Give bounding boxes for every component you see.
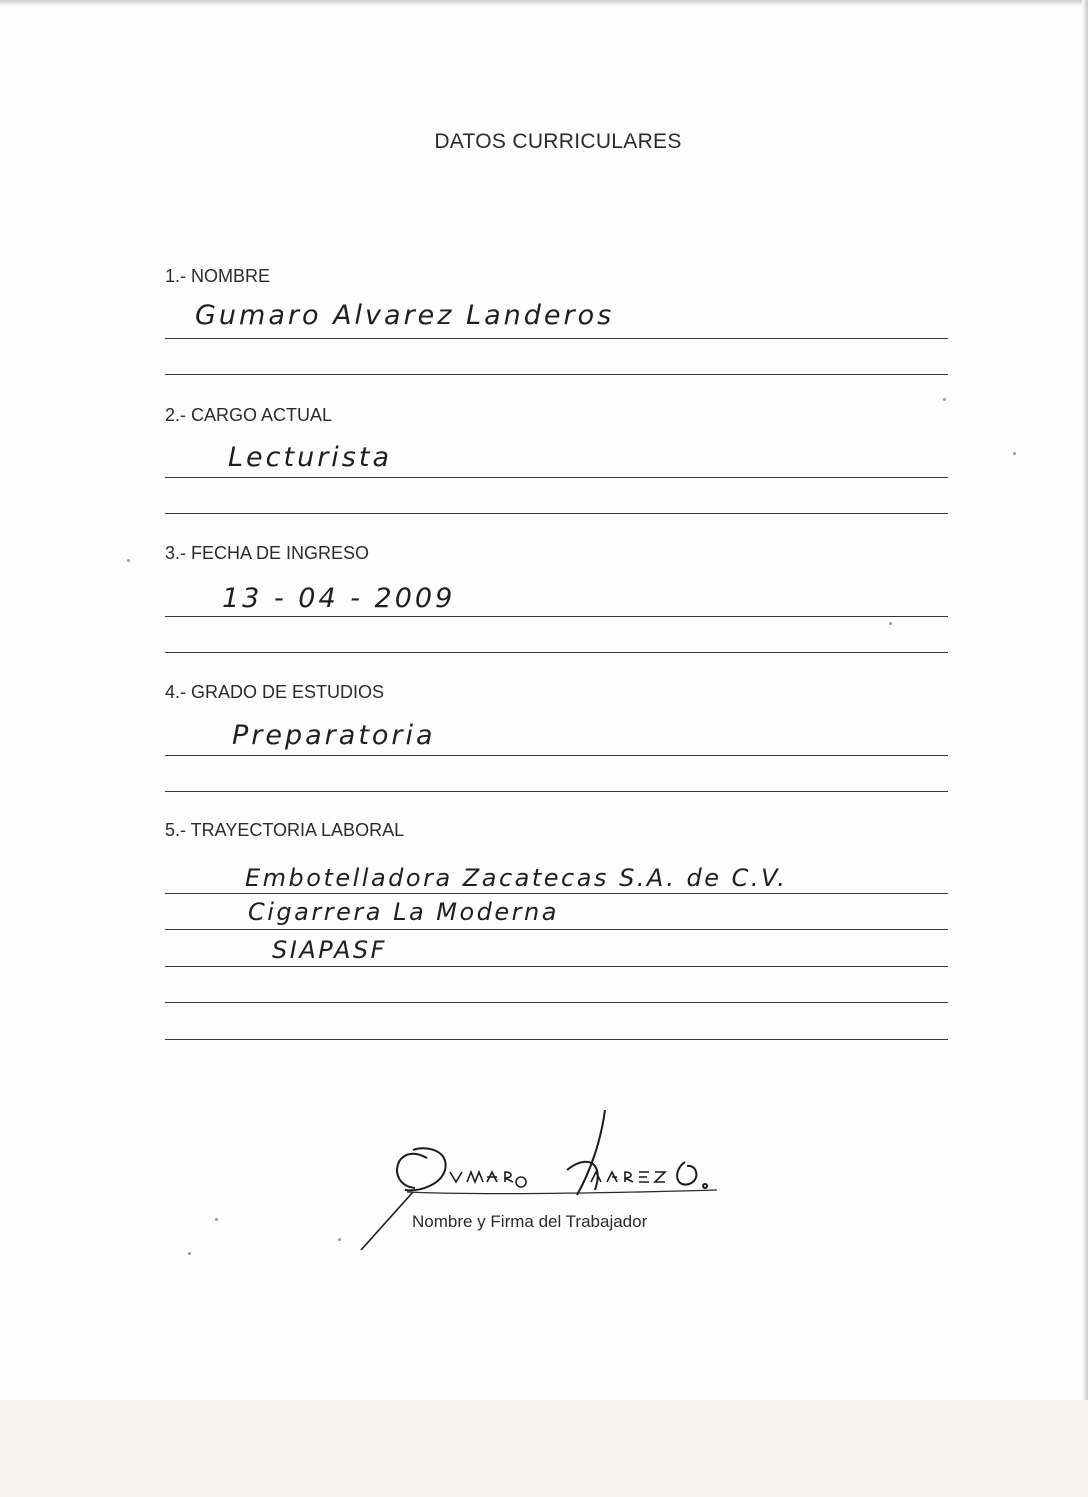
- field-label-fecha: 3.- FECHA DE INGRESO: [165, 543, 370, 563]
- scan-speck: [127, 559, 130, 562]
- field-label-nombre: 1.- NOMBRE: [165, 266, 271, 286]
- field-label-estudios: 4.- GRADO DE ESTUDIOS: [165, 682, 385, 702]
- signature-caption: Nombre y Firma del Trabajador: [412, 1212, 648, 1231]
- scan-speck: [338, 1238, 341, 1241]
- field-line: [165, 1002, 948, 1003]
- field-line: [165, 966, 948, 967]
- field-label-cargo: 2.- CARGO ACTUAL: [165, 405, 333, 425]
- field-line: [165, 374, 948, 375]
- scan-speck: [215, 1218, 218, 1221]
- field-value-trayectoria-3: SIAPASF: [272, 936, 387, 964]
- field-value-trayectoria-2: Cigarrera La Moderna: [248, 898, 559, 926]
- scan-right-edge: [1082, 0, 1088, 1497]
- field-line: [165, 338, 948, 339]
- field-line: [165, 477, 948, 478]
- field-value-cargo: Lecturista: [228, 442, 392, 473]
- scan-bottom-band: [0, 1400, 1088, 1497]
- scan-speck: [889, 622, 892, 625]
- field-line: [165, 893, 948, 894]
- field-line: [165, 755, 948, 756]
- field-label-trayectoria: 5.- TRAYECTORIA LABORAL: [165, 820, 405, 840]
- field-value-fecha: 13 - 04 - 2009: [222, 583, 456, 614]
- field-value-nombre: Gumaro Alvarez Landeros: [195, 300, 615, 331]
- signature-image: [355, 1100, 735, 1260]
- field-line: [165, 1039, 948, 1040]
- scan-speck: [943, 398, 946, 401]
- field-line: [165, 652, 948, 653]
- scan-top-edge: [0, 0, 1088, 6]
- field-line: [165, 929, 948, 930]
- scan-speck: [188, 1252, 191, 1255]
- field-line: [165, 513, 948, 514]
- field-line: [165, 616, 948, 617]
- scan-speck: [1013, 452, 1016, 455]
- field-line: [165, 791, 948, 792]
- page-title: DATOS CURRICULARES: [434, 130, 682, 153]
- field-value-trayectoria-1: Embotelladora Zacatecas S.A. de C.V.: [245, 864, 788, 892]
- field-value-estudios: Preparatoria: [232, 720, 436, 751]
